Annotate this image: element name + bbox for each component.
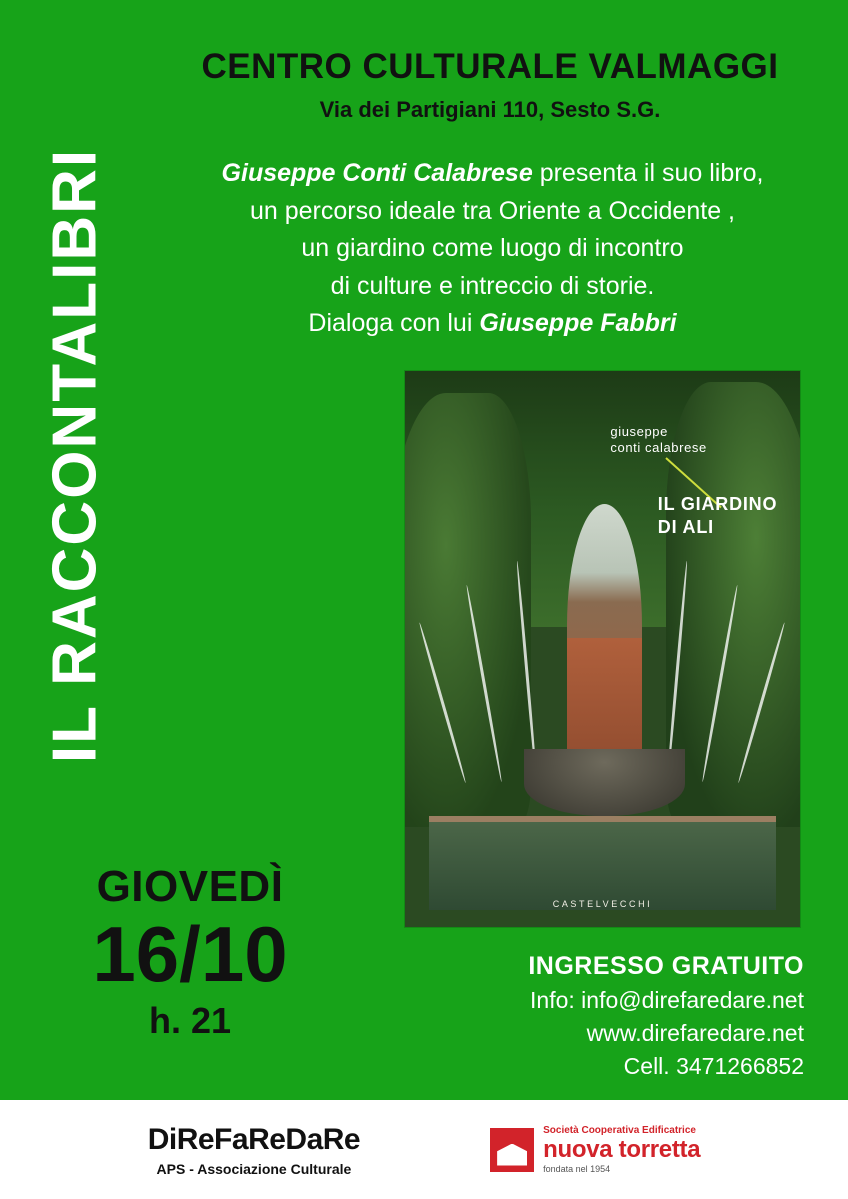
logo-direfaredare bbox=[148, 1123, 360, 1177]
contact-block bbox=[334, 952, 804, 1080]
book-author-name: Giuseppe Conti Calabrese bbox=[221, 159, 533, 187]
event-hour: h. 21 bbox=[148, 999, 232, 1041]
series-title-text: IL RACCONTALIBRI bbox=[40, 147, 110, 764]
description-line-1 bbox=[160, 155, 825, 193]
event-date bbox=[10, 862, 370, 1042]
contact-website[interactable]: www.direfaredare.net bbox=[586, 1020, 804, 1046]
event-day-month: 16/10 bbox=[92, 910, 288, 998]
logo-direfaredare-wordmark: DiReFaReDaRe bbox=[147, 1122, 361, 1156]
contact-email[interactable]: Info: info@direfaredare.net bbox=[530, 987, 804, 1013]
contact-phone: Cell. 3471266852 bbox=[623, 1053, 804, 1079]
building-icon bbox=[490, 1128, 534, 1172]
dialogue-prefix: Dialoga con lui bbox=[308, 309, 480, 337]
description-line-3: un giardino come luogo di incontro bbox=[301, 234, 684, 262]
cover-title-line-1: IL GIARDINO bbox=[657, 494, 778, 515]
cover-author-line-2: conti calabrese bbox=[610, 440, 707, 456]
footer bbox=[0, 1100, 848, 1199]
book-cover-image bbox=[405, 371, 800, 927]
cover-title-text bbox=[658, 493, 777, 538]
cover-publisher: CASTELVECCHI bbox=[552, 899, 653, 910]
event-weekday: GIOVEDÌ bbox=[96, 862, 284, 911]
logo-nuova-torretta-text bbox=[543, 1125, 700, 1174]
description-line-5 bbox=[160, 305, 825, 343]
cover-author-text bbox=[610, 424, 706, 457]
logo-direfaredare-subtitle: APS - Associazione Culturale bbox=[156, 1160, 352, 1177]
logo-nt-line-3: fondata nel 1954 bbox=[543, 1163, 611, 1174]
cover-title-line-2: DI ALI bbox=[657, 516, 714, 537]
moderator-name: Giuseppe Fabbri bbox=[479, 309, 677, 337]
description-line-1-rest: presenta il suo libro, bbox=[532, 159, 764, 187]
venue-address: Via dei Partigiani 110, Sesto S.G. bbox=[319, 96, 661, 122]
cover-reflecting-pool bbox=[429, 816, 777, 911]
free-entry-label: INGRESSO GRATUITO bbox=[528, 952, 804, 980]
logo-nt-line-2: nuova torretta bbox=[543, 1136, 701, 1164]
cover-fountain-basin bbox=[524, 749, 686, 816]
venue-name: CENTRO CULTURALE VALMAGGI bbox=[201, 47, 779, 86]
description-line-2: un percorso ideale tra Oriente a Occidente , bbox=[250, 196, 735, 225]
series-title bbox=[0, 0, 150, 880]
header bbox=[160, 48, 820, 123]
description-line-4: di culture e intreccio di storie. bbox=[330, 271, 655, 300]
logo-nuova-torretta bbox=[490, 1125, 700, 1174]
cover-author-line-1: giuseppe bbox=[610, 423, 668, 439]
logo-nt-line-1: Società Cooperativa Edificatrice bbox=[543, 1124, 696, 1136]
cover-hedge-left bbox=[405, 393, 531, 827]
event-description bbox=[160, 155, 825, 343]
